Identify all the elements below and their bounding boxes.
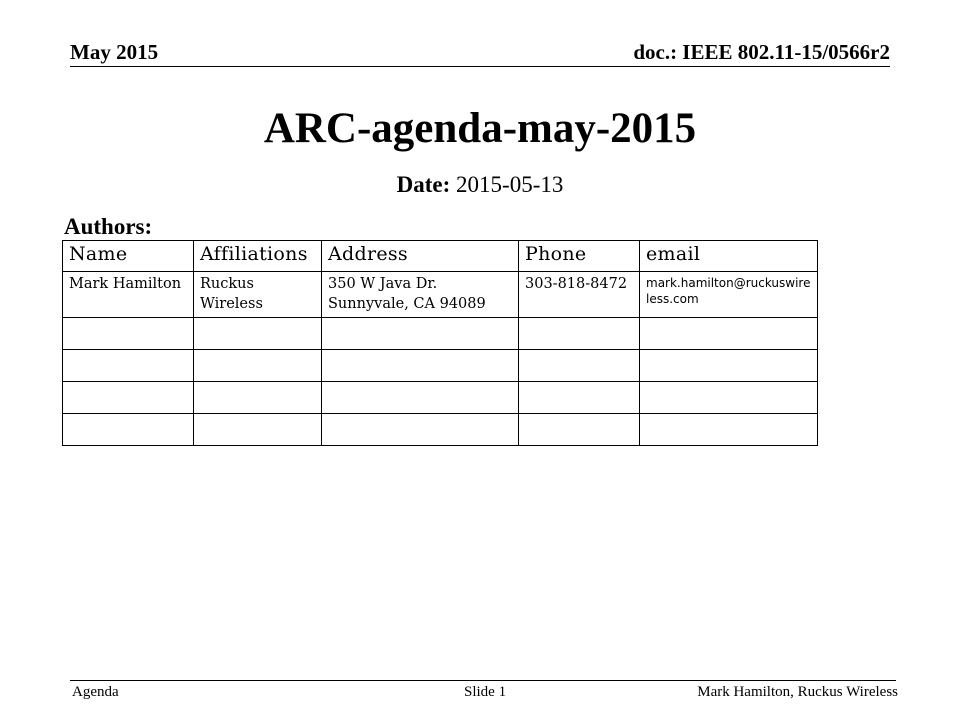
empty-cell [519,382,640,414]
cell-affiliation [194,272,322,318]
header-doc-id: doc.: IEEE 802.11-15/0566r2 [633,40,890,64]
table-row [63,272,818,318]
table-row [63,318,818,350]
email-line2: less.com [646,292,699,306]
date-label: Date: [396,172,451,197]
header-divider [70,66,890,67]
column-header-email: email [640,241,818,272]
date-value: 2015-05-13 [456,172,564,197]
address-line1: 350 W Java Dr. [328,276,438,292]
affiliation-line2: Wireless [200,296,263,312]
affiliation-line1: Ruckus [200,276,254,292]
column-header-affiliations: Affiliations [194,241,322,272]
date-line [0,172,960,198]
empty-cell [322,414,519,446]
empty-cell [194,382,322,414]
footer-divider [70,680,896,681]
author-name: Mark Hamilton [69,276,182,292]
empty-cell [194,414,322,446]
column-header-name: Name [63,241,194,272]
empty-cell [194,318,322,350]
column-header-phone: Phone [519,241,640,272]
cell-address [322,272,519,318]
table-row [63,382,818,414]
table-row [63,414,818,446]
empty-cell [322,318,519,350]
authors-label: Authors: [64,214,153,239]
empty-cell [322,350,519,382]
empty-cell [322,382,519,414]
cell-phone [519,272,640,318]
empty-cell [640,414,818,446]
table-row [63,350,818,382]
empty-cell [519,414,640,446]
email-line1: mark.hamilton@ruckuswire [646,276,811,290]
empty-cell [194,350,322,382]
empty-cell [63,350,194,382]
empty-cell [640,318,818,350]
empty-cell [519,318,640,350]
cell-name [63,272,194,318]
authors-table [62,240,818,446]
slide-title: ARC-agenda-may-2015 [263,105,697,152]
header-date: May 2015 [70,40,159,64]
empty-cell [519,350,640,382]
empty-cell [63,382,194,414]
footer-section: Agenda [72,684,119,700]
column-header-address: Address [322,241,519,272]
address-line2: Sunnyvale, CA 94089 [328,296,486,312]
empty-cell [63,318,194,350]
empty-cell [63,414,194,446]
footer-author: Mark Hamilton, Ruckus Wireless [697,684,898,700]
cell-email [640,272,818,318]
empty-cell [640,382,818,414]
table-header-row [63,241,818,272]
author-phone: 303-818-8472 [525,276,628,292]
footer-slide-number: Slide 1 [464,684,507,700]
empty-cell [640,350,818,382]
